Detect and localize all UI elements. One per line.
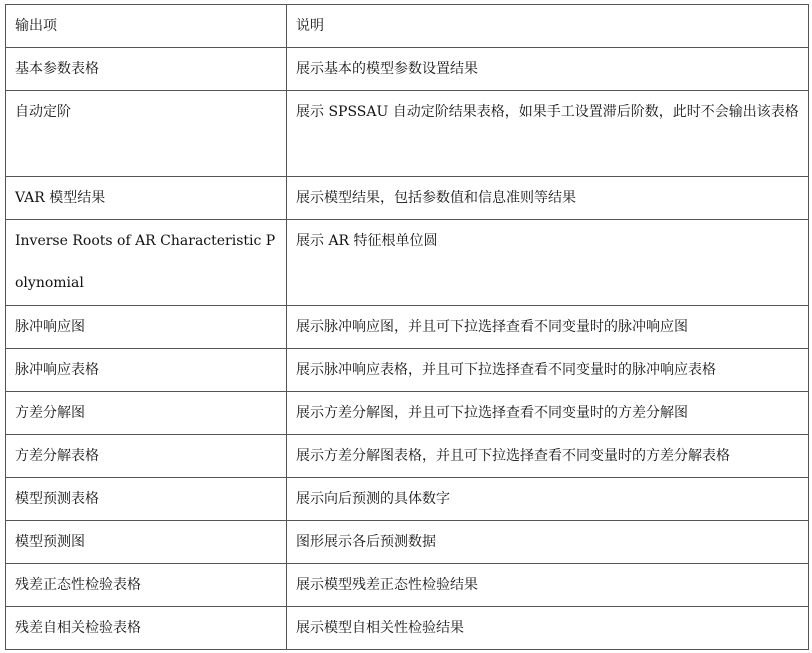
table-row xyxy=(6,48,809,91)
item-cell xyxy=(6,220,287,306)
table-row xyxy=(6,306,809,349)
item-cell xyxy=(6,521,287,564)
description-text: 展示脉冲响应表格，并且可下拉选择查看不同变量时的脉冲响应表格 xyxy=(296,362,716,378)
item-cell xyxy=(6,392,287,435)
item-cell xyxy=(6,435,287,478)
item-cell xyxy=(6,564,287,607)
table-row xyxy=(6,435,809,478)
item-cell xyxy=(6,349,287,392)
item-label: VAR 模型结果 xyxy=(15,190,106,206)
item-label: 脉冲响应图 xyxy=(15,319,85,335)
header-cell-desc xyxy=(287,5,809,48)
item-label: Inverse Roots of AR Characteristic Polynomial xyxy=(15,233,276,291)
table-row xyxy=(6,177,809,220)
description-cell xyxy=(287,48,809,91)
item-label: 模型预测表格 xyxy=(15,491,99,507)
output-items-table xyxy=(5,4,809,650)
description-text: 展示模型结果，包括参数值和信息准则等结果 xyxy=(296,190,576,206)
description-text: 展示方差分解图表格，并且可下拉选择查看不同变量时的方差分解表格 xyxy=(296,448,730,464)
item-cell xyxy=(6,177,287,220)
item-cell xyxy=(6,91,287,177)
description-text: 展示向后预测的具体数字 xyxy=(296,491,450,507)
description-cell xyxy=(287,607,809,650)
description-text: 展示 SPSSAU 自动定阶结果表格，如果手工设置滞后阶数，此时不会输出该表格 xyxy=(296,104,799,120)
description-text: 展示模型残差正态性检验结果 xyxy=(296,577,478,593)
table-row xyxy=(6,392,809,435)
description-cell xyxy=(287,91,809,177)
item-cell xyxy=(6,48,287,91)
item-label: 方差分解表格 xyxy=(15,448,99,464)
description-text: 图形展示各后预测数据 xyxy=(296,534,436,550)
table-row xyxy=(6,349,809,392)
table-row xyxy=(6,607,809,650)
table-row xyxy=(6,478,809,521)
header-desc-label: 说明 xyxy=(296,18,324,34)
item-label: 模型预测图 xyxy=(15,534,85,550)
description-text: 展示基本的模型参数设置结果 xyxy=(296,61,478,77)
description-text: 展示 AR 特征根单位圆 xyxy=(296,233,438,249)
item-cell xyxy=(6,306,287,349)
item-cell xyxy=(6,607,287,650)
description-cell xyxy=(287,435,809,478)
table-row xyxy=(6,220,809,306)
description-cell xyxy=(287,306,809,349)
item-cell xyxy=(6,478,287,521)
description-cell xyxy=(287,478,809,521)
table-header-row xyxy=(6,5,809,48)
item-label: 残差自相关检验表格 xyxy=(15,620,141,636)
description-cell xyxy=(287,349,809,392)
table-row xyxy=(6,91,809,177)
header-item-label: 输出项 xyxy=(15,18,57,34)
item-label: 基本参数表格 xyxy=(15,61,99,77)
table-row xyxy=(6,521,809,564)
description-cell xyxy=(287,220,809,306)
item-label: 残差正态性检验表格 xyxy=(15,577,141,593)
description-text: 展示模型自相关性检验结果 xyxy=(296,620,464,636)
table-row xyxy=(6,564,809,607)
description-cell xyxy=(287,564,809,607)
description-cell xyxy=(287,392,809,435)
header-cell-item xyxy=(6,5,287,48)
description-cell xyxy=(287,521,809,564)
description-text: 展示方差分解图，并且可下拉选择查看不同变量时的方差分解图 xyxy=(296,405,688,421)
item-label: 自动定阶 xyxy=(15,104,71,120)
item-label: 脉冲响应表格 xyxy=(15,362,99,378)
description-text: 展示脉冲响应图，并且可下拉选择查看不同变量时的脉冲响应图 xyxy=(296,319,688,335)
item-label: 方差分解图 xyxy=(15,405,85,421)
description-cell xyxy=(287,177,809,220)
